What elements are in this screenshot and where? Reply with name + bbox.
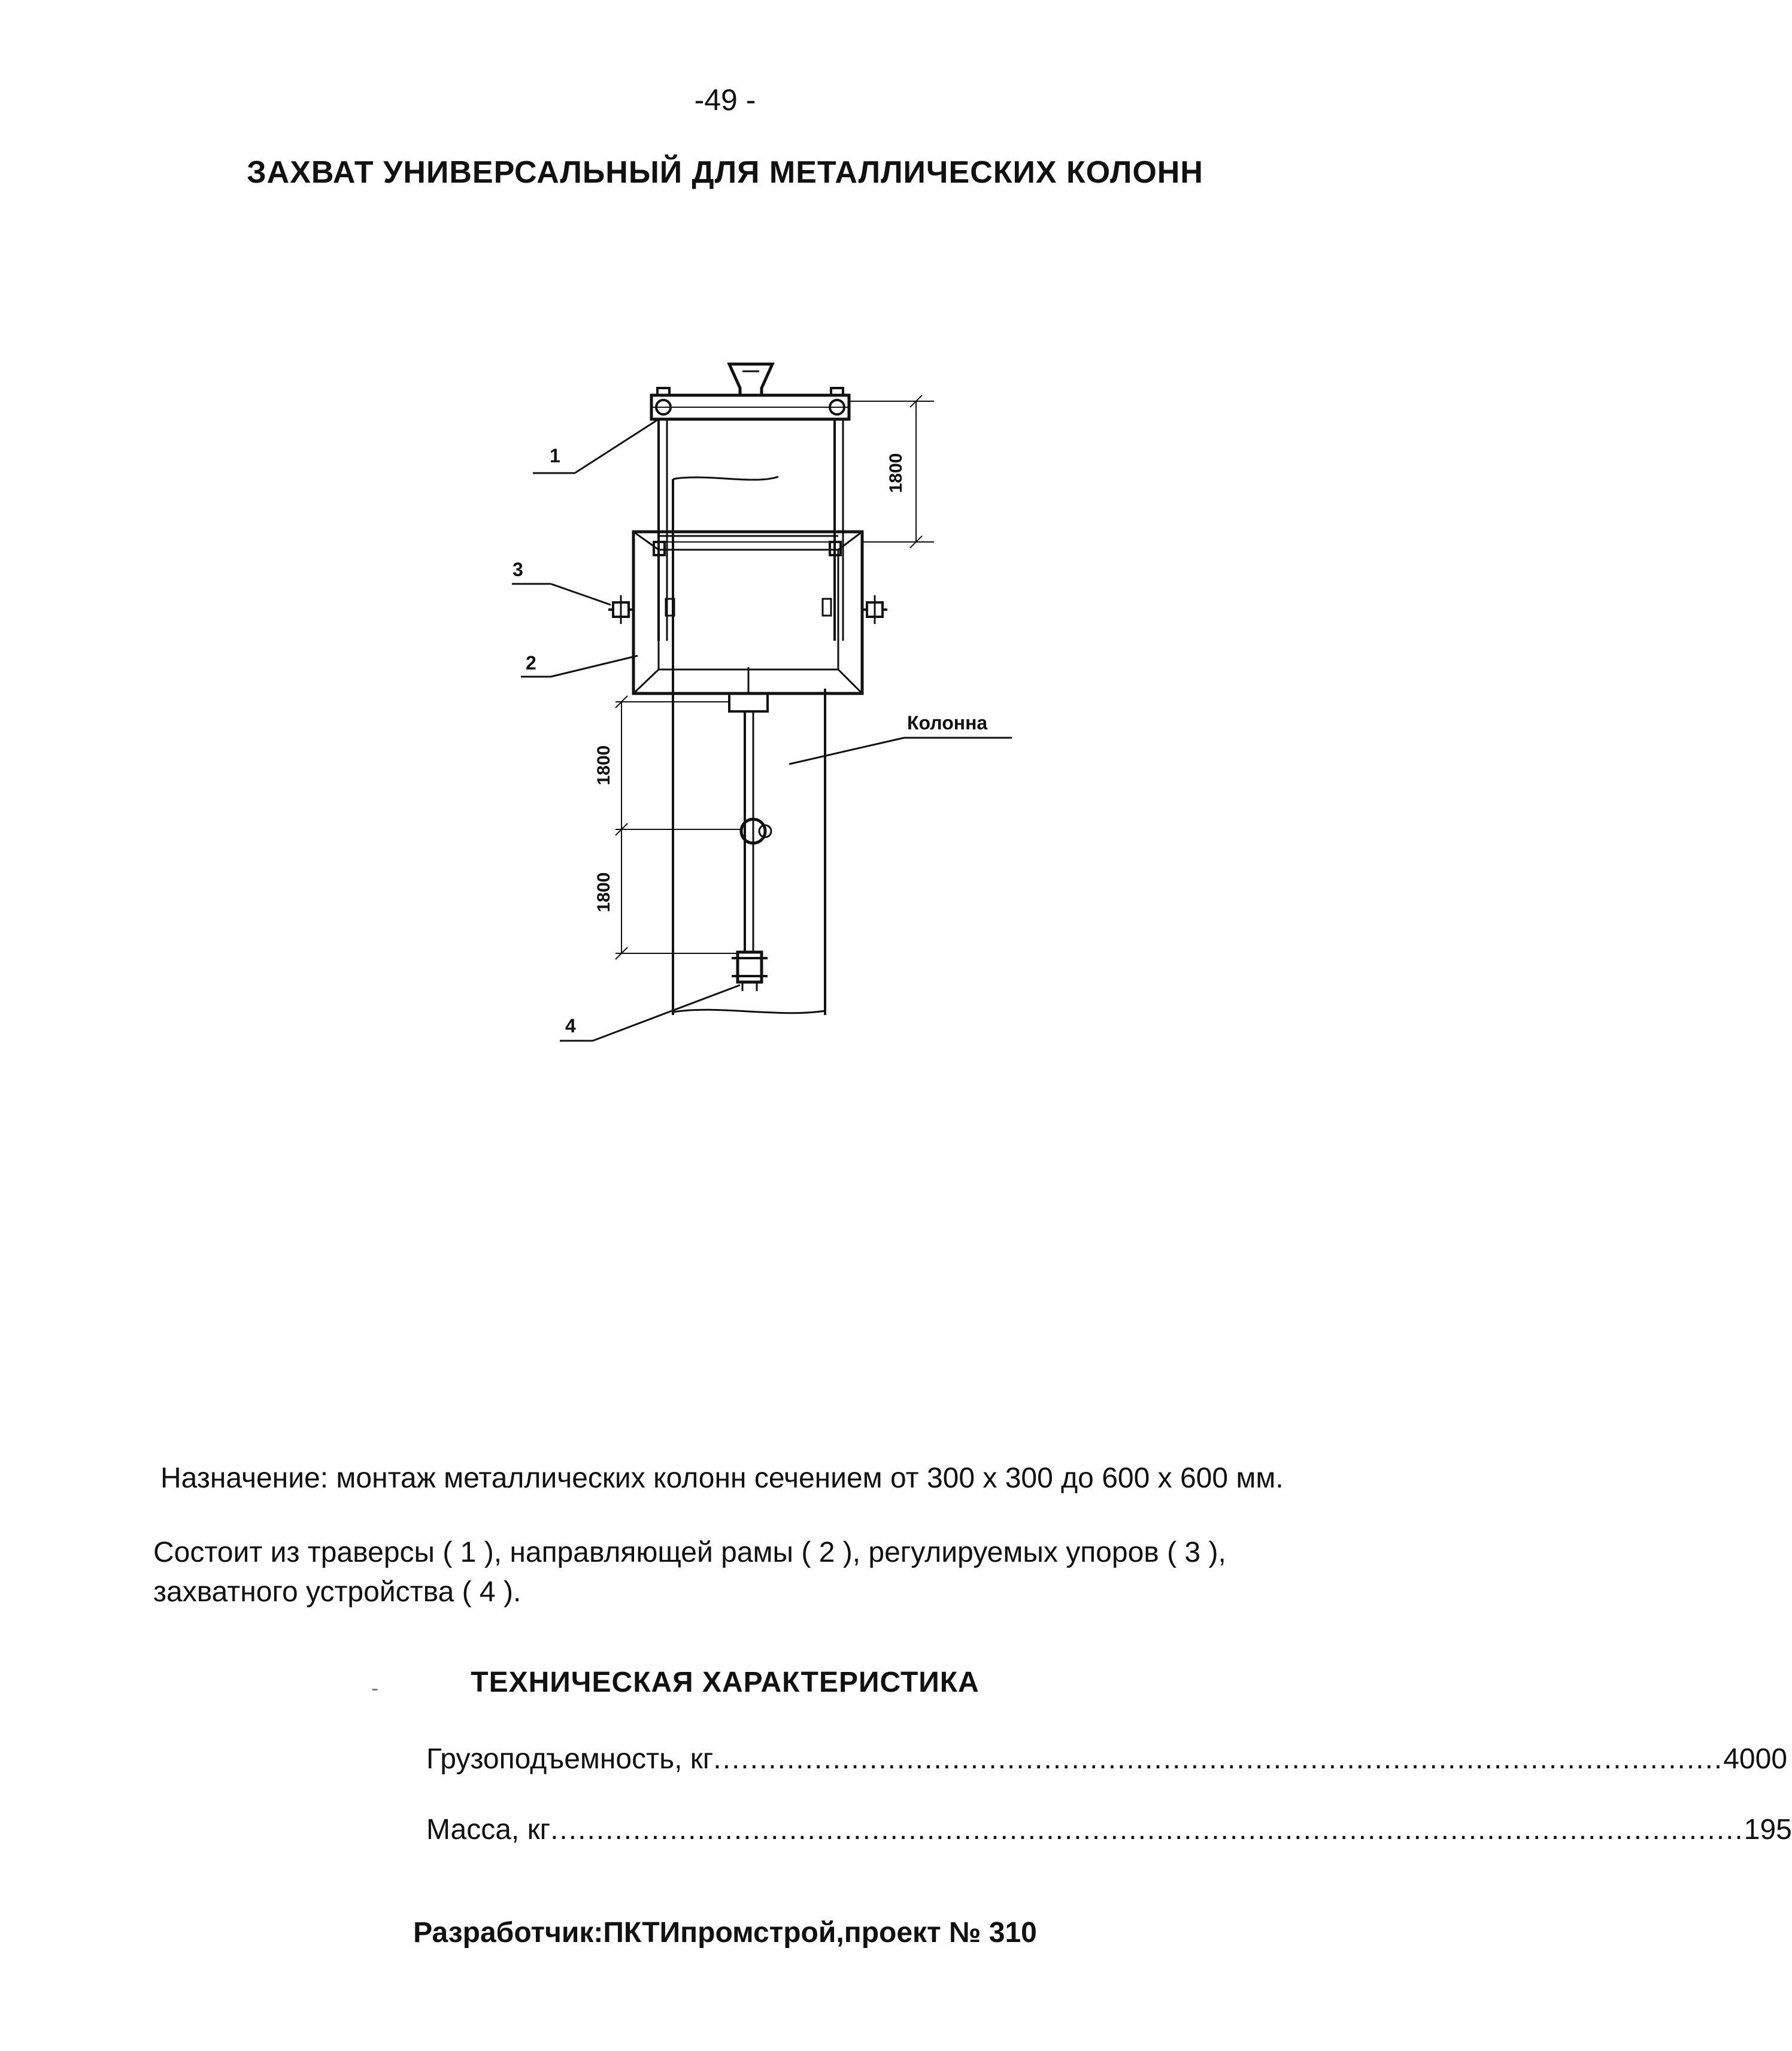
callout-3: 3 — [513, 559, 523, 580]
gripping-device — [738, 952, 762, 982]
dimension-middle: 1800 — [594, 745, 614, 786]
page-title: ЗАХВАТ УНИВЕРСАЛЬНЫЙ ДЛЯ МЕТАЛЛИЧЕСКИХ КОЛОНН — [247, 155, 1203, 190]
callout-1: 1 — [550, 445, 560, 466]
page-number: -49 - — [694, 83, 756, 117]
spec-row-mass — [426, 1813, 1792, 1846]
dimension-bottom: 1800 — [594, 872, 614, 913]
spec-dots: .................................................................................................................................. — [550, 1814, 1744, 1846]
spec-value: 195 — [1744, 1814, 1792, 1846]
lifting-eye — [729, 364, 772, 395]
column-break-bottom — [673, 1010, 825, 1013]
purpose-text: Назначение: монтаж металлических колонн сечением от 300 х 300 до 600 х 600 мм. — [160, 1462, 1284, 1494]
spec-row-capacity — [426, 1743, 1788, 1776]
guide-frame-inner — [659, 550, 838, 669]
dimension-top: 1800 — [886, 453, 906, 493]
composition-text: Состоит из траверсы ( 1 ), направляющей рамы ( 2 ), регулируемых упоров ( 3 ), захватного устройства ( 4 ). — [153, 1537, 1226, 1608]
spec-label: Масса, кг — [426, 1814, 551, 1846]
tech-specs-title: ТЕХНИЧЕСКАЯ ХАРАКТЕРИСТИКА — [471, 1667, 980, 1698]
column-label: Колонна — [907, 712, 988, 734]
technical-drawing — [0, 0, 1450, 1078]
spec-label: Грузоподъемность, кг — [426, 1743, 714, 1775]
spec-value: 4000 — [1723, 1743, 1788, 1775]
callout-4: 4 — [565, 1015, 576, 1037]
spec-dots: .............................................................................................................. — [713, 1743, 1724, 1775]
traverse-bolt-left — [657, 388, 669, 395]
callout-2: 2 — [526, 652, 536, 674]
column-break-top — [673, 477, 778, 480]
stray-mark: - — [371, 1676, 378, 1700]
suspension-bracket — [729, 693, 768, 711]
developer-credit: Разработчик:ПКТИпромстрой,проект № 310 — [413, 1917, 1037, 1949]
traverse-bolt-right — [831, 388, 843, 395]
